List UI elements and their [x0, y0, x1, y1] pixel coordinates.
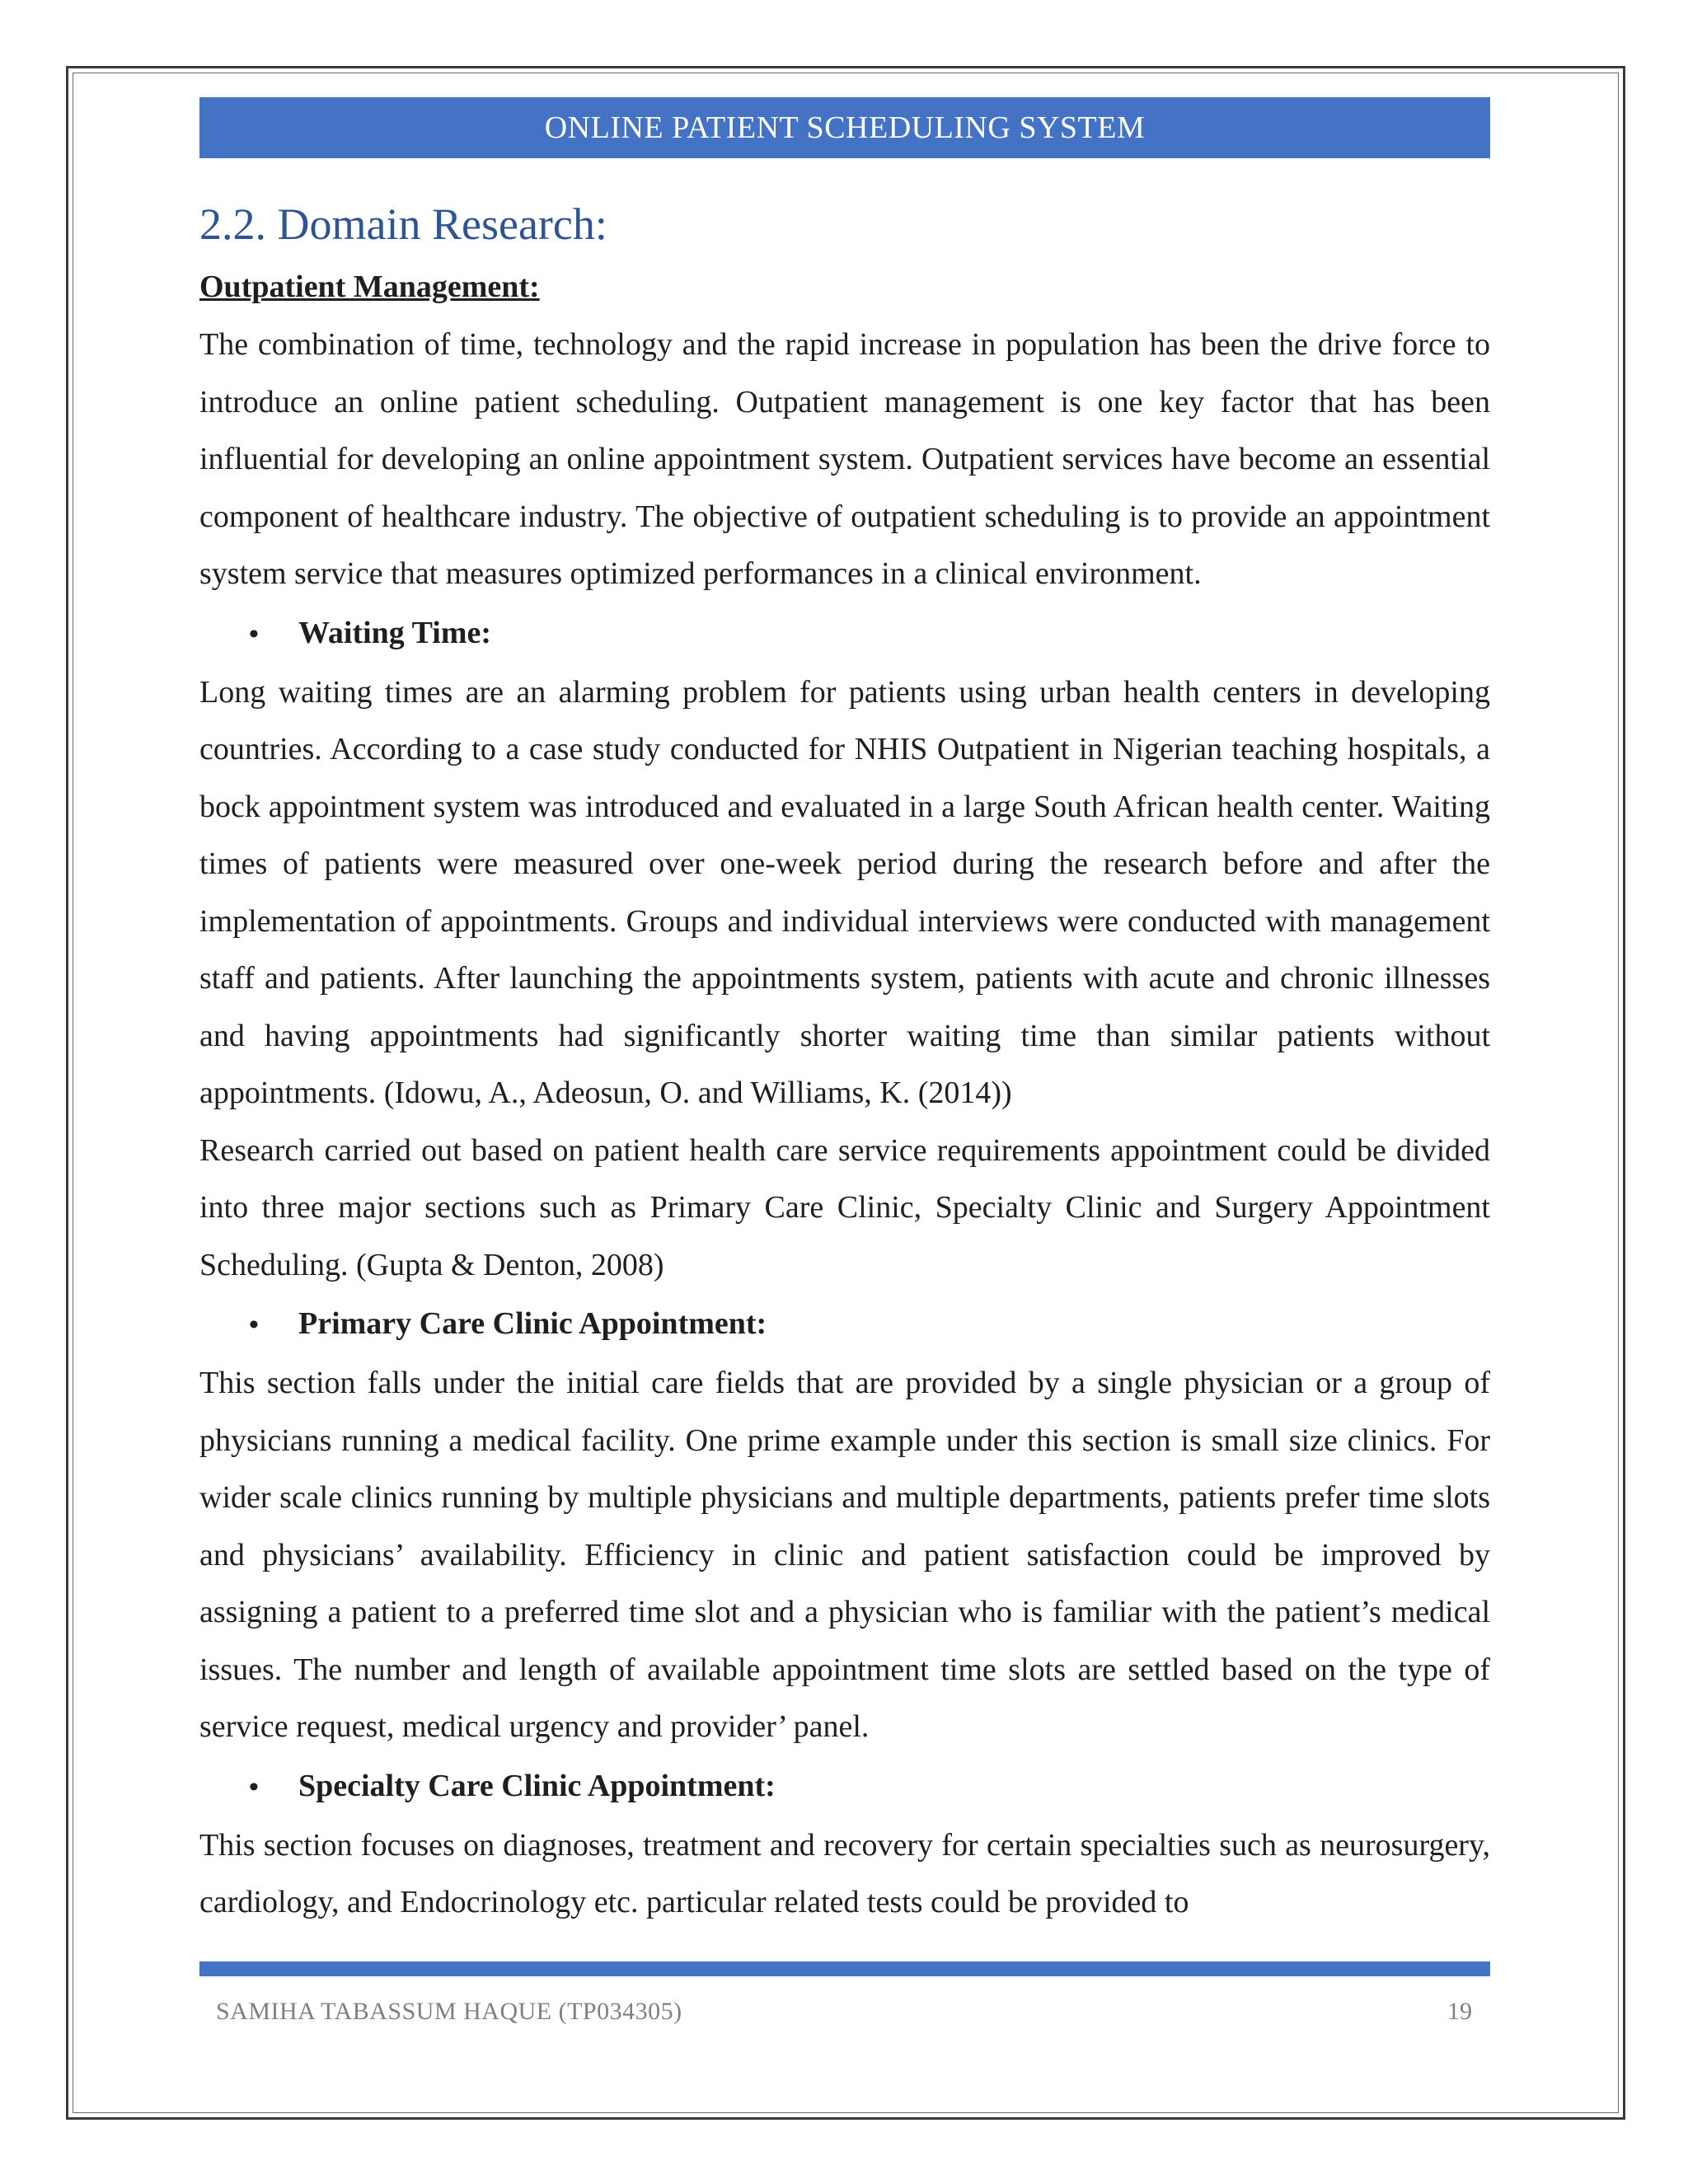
outpatient-management-heading: Outpatient Management: [199, 269, 540, 304]
specialty-care-bullet [199, 1756, 1490, 1817]
footer-author: SAMIHA TABASSUM HAQUE (TP034305) [216, 1998, 682, 2025]
outpatient-management-paragraph: The combination of time, technology and the rapid increase in population has been the drive force to introduce an online patient scheduling. Outpatient management is one key factor that has been influential for developing an online appointment system. Outpatient services have become an essential component of healthcare industry. The objective of outpatient scheduling is to provide an appointment system service that measures optimized performances in a clinical environment. [199, 327, 1490, 591]
primary-care-paragraph: This section falls under the initial care fields that are provided by a single physician or a group of physicians running a medical facility. One prime example under this section is small size clinics. For wider scale clinics running by multiple physicians and multiple departments, patients prefer time slots and physicians’ availability. Efficiency in clinic and patient satisfaction could be improved by assigning a patient to a preferred time slot and a physician who is familiar with the patient’s medical issues. The number and length of available appointment time slots are settled based on the type of service request, medical urgency and provider’ panel. [199, 1366, 1490, 1744]
primary-care-heading: Primary Care Clinic Appointment: [298, 1306, 767, 1341]
waiting-time-paragraph: Long waiting times are an alarming problem for patients using urban health centers in developing countries. According to a case study conducted for NHIS Outpatient in Nigerian teaching hospitals, a bock appointment system was introduced and evaluated in a large South African health center. Waiting times of patients were measured over one-week period during the research before and after the implementation of appointments. Groups and individual interviews were conducted with management staff and patients. After launching the appointments system, patients with acute and chronic illnesses and having appointments had significantly shorter waiting time than similar patients without appointments. (Idowu, A., Adeosun, O. and Williams, K. (2014)) [199, 674, 1490, 1110]
document-header: ONLINE PATIENT SCHEDULING SYSTEM [199, 97, 1490, 158]
section-title: 2.2. Domain Research: [199, 199, 607, 249]
bullet-icon: • [249, 1310, 259, 1340]
waiting-time-heading: Waiting Time: [298, 615, 492, 650]
specialty-care-paragraph: This section focuses on diagnoses, treatment and recovery for certain specialties such as neurosurgery, cardiology, and Endocrinology etc. particular related tests could be provided to [199, 1827, 1490, 1919]
footer-bar [199, 1961, 1490, 1976]
primary-care-bullet [199, 1294, 1490, 1355]
specialty-care-heading: Specialty Care Clinic Appointment: [298, 1768, 776, 1803]
bullet-icon: • [249, 618, 259, 649]
research-sections-paragraph: Research carried out based on patient health care service requirements appointment could be divided into three major sections such as Primary Care Clinic, Specialty Clinic and Surgery Appointment Scheduling. (Gupta & Denton, 2008) [199, 1132, 1490, 1282]
page-number: 19 [1447, 1998, 1472, 2025]
page-content [199, 191, 1490, 1932]
bullet-icon: • [249, 1771, 259, 1802]
waiting-time-bullet [199, 603, 1490, 664]
